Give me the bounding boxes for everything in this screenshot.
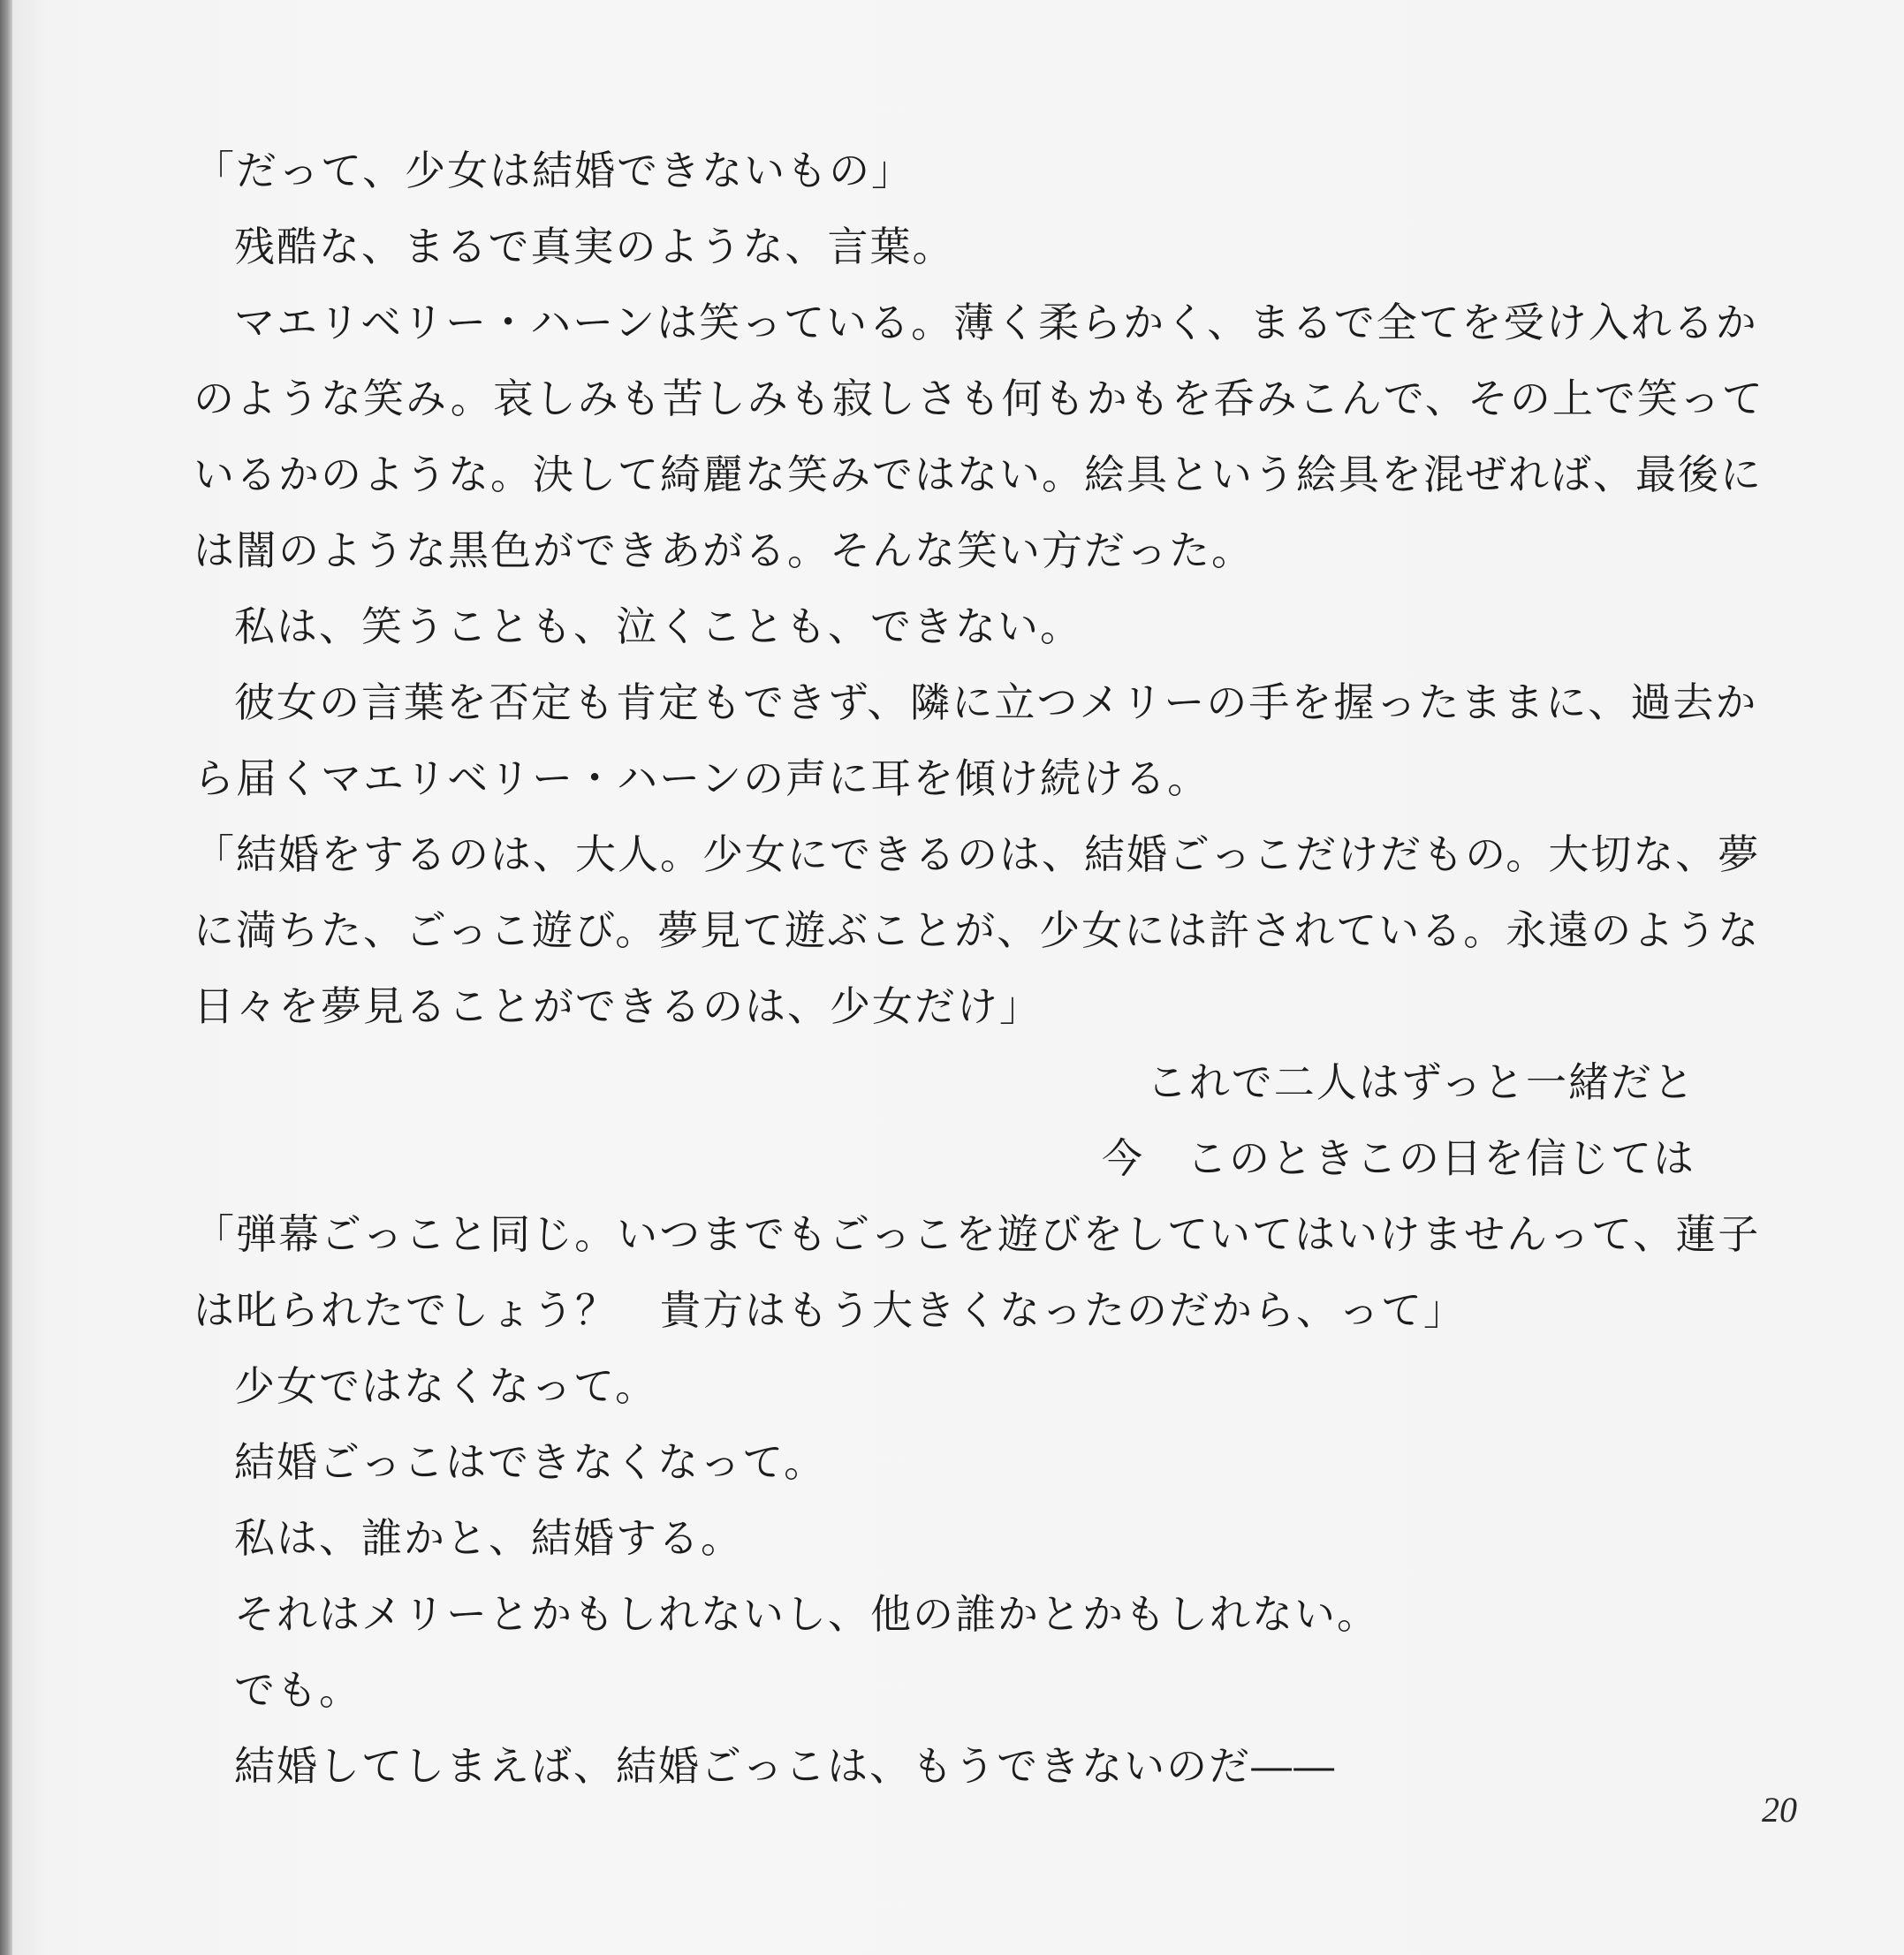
text-line: でも。 [234, 1666, 361, 1714]
text-line: 「だって、少女は結婚できないもの」 [193, 147, 914, 194]
text-line: に満ちた、ごっこ遊び。夢見て遊ぶことが、少女には許されている。永遠のような [193, 906, 1761, 954]
lyric-line: これで二人はずっと一緒だと [1146, 1058, 1695, 1106]
body-text [193, 133, 1764, 1804]
lyric-line: 今 このときこの日を信じては [1102, 1134, 1695, 1182]
text-line: は叱られたでしょう？ 貴方はもう大きくなったのだから、って」 [193, 1286, 1466, 1334]
text-line: いるかのような。決して綺麗な笑みではない。絵具という絵具を混ぜれば、最後に [193, 451, 1763, 498]
text-line: 彼女の言葉を否定も肯定もできず、隣に立つメリーの手を握ったままに、過去か [234, 678, 1758, 726]
text-line: 私は、誰かと、結婚する。 [234, 1514, 743, 1562]
book-page [12, 0, 1904, 1955]
text-line: 結婚してしまえば、結婚ごっこは、もうできないのだ―― [234, 1742, 1337, 1790]
text-line: 「結婚をするのは、大人。少女にできるのは、結婚ごっこだけだもの。大切な、夢 [193, 830, 1761, 878]
text-line: は闇のような黒色ができあがる。そんな笑い方だった。 [193, 527, 1254, 574]
text-line: 残酷な、まるで真実のような、言葉。 [234, 223, 955, 270]
text-line: 私は、笑うことも、泣くことも、できない。 [234, 602, 1082, 650]
text-line: マエリベリー・ハーンは笑っている。薄く柔らかく、まるで全てを受け入れるか [234, 299, 1758, 346]
text-line: それはメリーとかもしれないし、他の誰かとかもしれない。 [234, 1590, 1379, 1638]
page-number: 20 [1762, 1790, 1797, 1830]
text-line: のような笑み。哀しみも苦しみも寂しさも何もかもを呑みこんで、その上で笑って [193, 375, 1764, 422]
text-line: 結婚ごっこはできなくなって。 [234, 1438, 827, 1486]
text-line: 少女ではなくなって。 [234, 1362, 658, 1410]
book-spine-shadow [0, 0, 12, 1955]
text-line: 日々を夢見ることができるのは、少女だけ」 [193, 982, 1042, 1030]
text-line: ら届くマエリベリー・ハーンの声に耳を傾け続ける。 [193, 754, 1210, 802]
text-line: 「弾幕ごっこと同じ。いつまでもごっこを遊びをしていてはいけませんって、蓮子 [193, 1210, 1761, 1258]
